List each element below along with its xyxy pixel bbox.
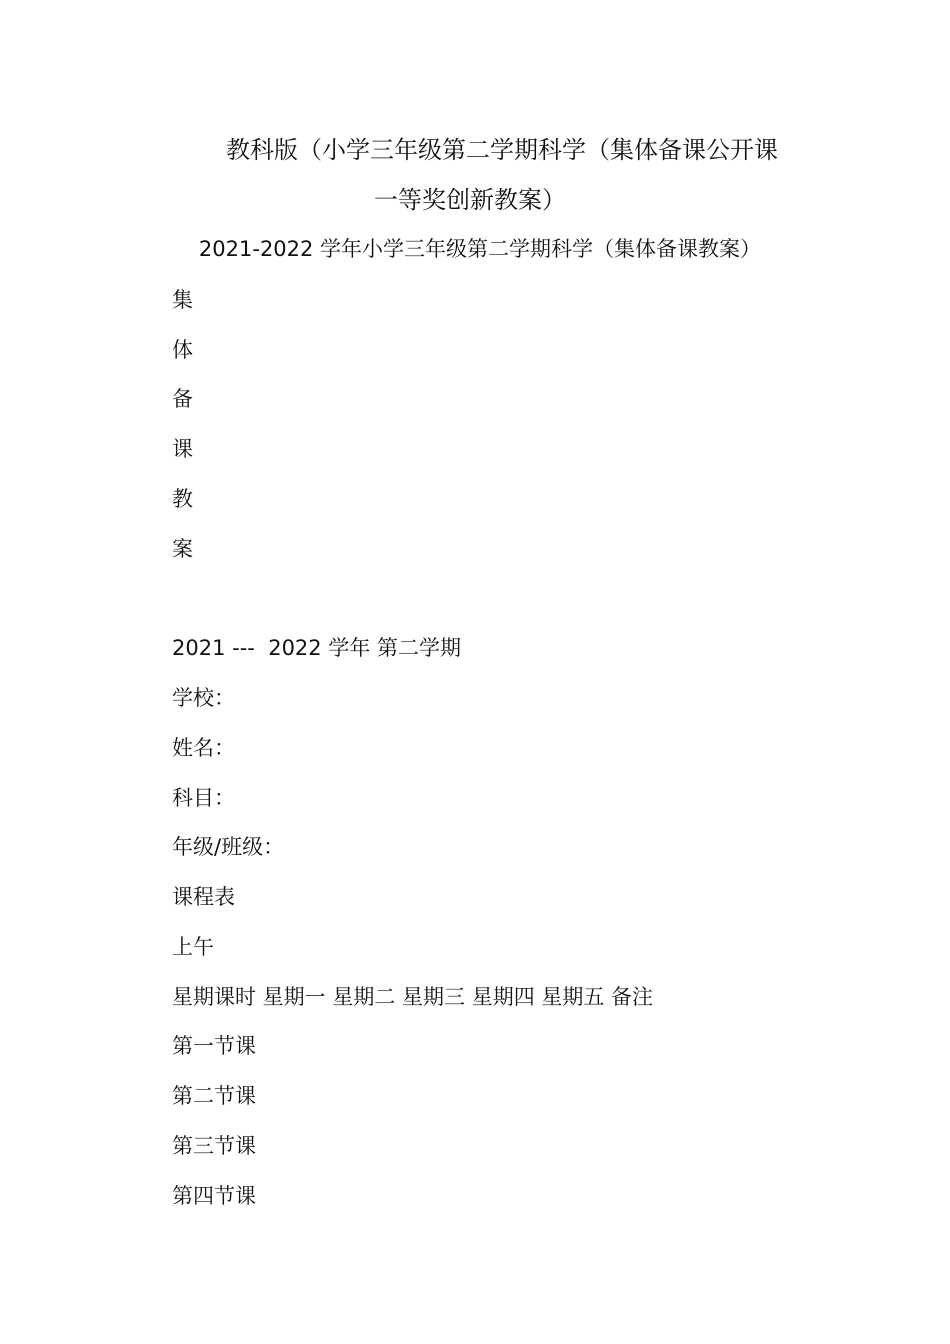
school-field-label: 学校： xyxy=(172,686,235,710)
document-title-line-1: 教科版（小学三年级第二学期科学（集体备课公开课 xyxy=(226,136,778,164)
name-field-label: 姓名： xyxy=(172,736,235,760)
schedule-row: 第一节课 xyxy=(172,1034,256,1058)
schedule-row: 第三节课 xyxy=(172,1134,256,1158)
vertical-char-4: 课 xyxy=(172,437,193,461)
schedule-heading: 课程表 xyxy=(172,885,235,909)
school-year: 2021 --- 2022 学年 第二学期 xyxy=(172,636,461,660)
subject-field-label: 科目： xyxy=(172,786,235,810)
schedule-row: 第二节课 xyxy=(172,1084,256,1108)
schedule-header-row: 星期课时 星期一 星期二 星期三 星期四 星期五 备注 xyxy=(172,985,654,1009)
vertical-char-1: 集 xyxy=(172,288,193,312)
vertical-char-6: 案 xyxy=(172,537,193,561)
schedule-row: 第四节课 xyxy=(172,1184,256,1208)
document-title-line-2: 一等奖创新教案） xyxy=(374,186,566,214)
schedule-period: 上午 xyxy=(172,935,214,959)
vertical-char-3: 备 xyxy=(172,387,193,411)
document-subtitle: 2021-2022 学年小学三年级第二学期科学（集体备课教案） xyxy=(198,237,762,261)
vertical-char-2: 体 xyxy=(172,338,193,362)
grade-class-field-label: 年级/班级： xyxy=(172,835,285,859)
vertical-char-5: 教 xyxy=(172,487,193,511)
